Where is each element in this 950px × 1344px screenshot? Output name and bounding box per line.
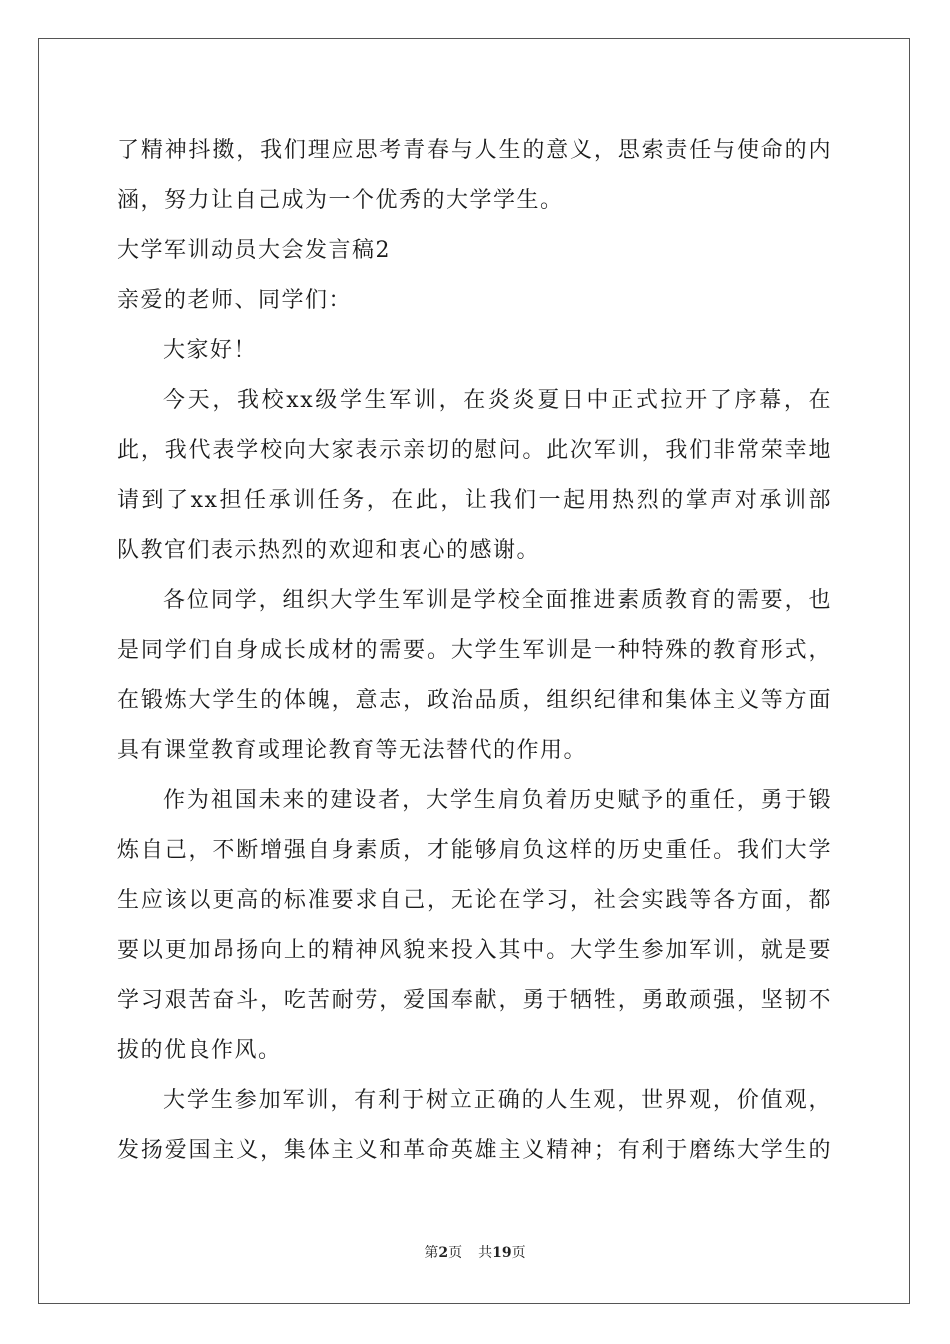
- paragraph-1-line-4: 队教官们表示热烈的欢迎和衷心的感谢。: [117, 538, 541, 563]
- document-body: [117, 126, 832, 1176]
- total-prefix: 共: [478, 1245, 493, 1261]
- paragraph-3-line-3: 生应该以更高的标准要求自己，无论在学习，社会实践等各方面，都: [117, 888, 832, 913]
- page-footer: [0, 1242, 950, 1262]
- salutation: 亲爱的老师、同学们：: [117, 288, 353, 313]
- paragraph-1-line-3: 请到了xx担任承训任务，在此，让我们一起用热烈的掌声对承训部: [117, 488, 832, 513]
- page-suffix: 页: [448, 1245, 463, 1261]
- paragraph-2-line-1: 各位同学，组织大学生军训是学校全面推进素质教育的需要，也: [163, 588, 832, 613]
- paragraph-3-line-2: 炼自己，不断增强自身素质，才能够肩负这样的历史重任。我们大学: [117, 838, 832, 863]
- paragraph-4-line-2: 发扬爱国主义，集体主义和革命英雄主义精神；有利于磨练大学生的: [117, 1138, 832, 1163]
- page-current: 2: [438, 1245, 449, 1261]
- paragraph-3-line-4: 要以更加昂扬向上的精神风貌来投入其中。大学生参加军训，就是要: [117, 938, 832, 963]
- paragraph-3-line-1: 作为祖国未来的建设者，大学生肩负着历史赋予的重任，勇于锻: [163, 788, 832, 813]
- paragraph-1-line-2: 此，我代表学校向大家表示亲切的慰问。此次军训，我们非常荣幸地: [117, 438, 832, 463]
- page-total: 19: [492, 1245, 512, 1261]
- paragraph-3-line-5: 学习艰苦奋斗，吃苦耐劳，爱国奉献，勇于牺牲，勇敢顽强，坚韧不: [117, 988, 832, 1013]
- paragraph-2-line-4: 具有课堂教育或理论教育等无法替代的作用。: [117, 738, 588, 763]
- paragraph-3-line-6: 拔的优良作风。: [117, 1038, 282, 1063]
- body-line-1: 了精神抖擞，我们理应思考青春与人生的意义，思索责任与使命的内: [117, 138, 832, 163]
- paragraph-1-line-1: 今天，我校xx级学生军训，在炎炎夏日中正式拉开了序幕，在: [163, 388, 832, 413]
- body-line-2: 涵，努力让自己成为一个优秀的大学学生。: [117, 188, 564, 213]
- paragraph-2-line-3: 在锻炼大学生的体魄，意志，政治品质，组织纪律和集体主义等方面: [117, 688, 832, 713]
- paragraph-4-line-1: 大学生参加军训，有利于树立正确的人生观，世界观，价值观，: [163, 1088, 832, 1113]
- greeting: 大家好！: [163, 338, 258, 363]
- total-suffix: 页: [511, 1245, 526, 1261]
- paragraph-2-line-2: 是同学们自身成长成材的需要。大学生军训是一种特殊的教育形式，: [117, 638, 832, 663]
- page-prefix: 第: [424, 1245, 439, 1261]
- section-heading: 大学军训动员大会发言稿2: [117, 238, 391, 263]
